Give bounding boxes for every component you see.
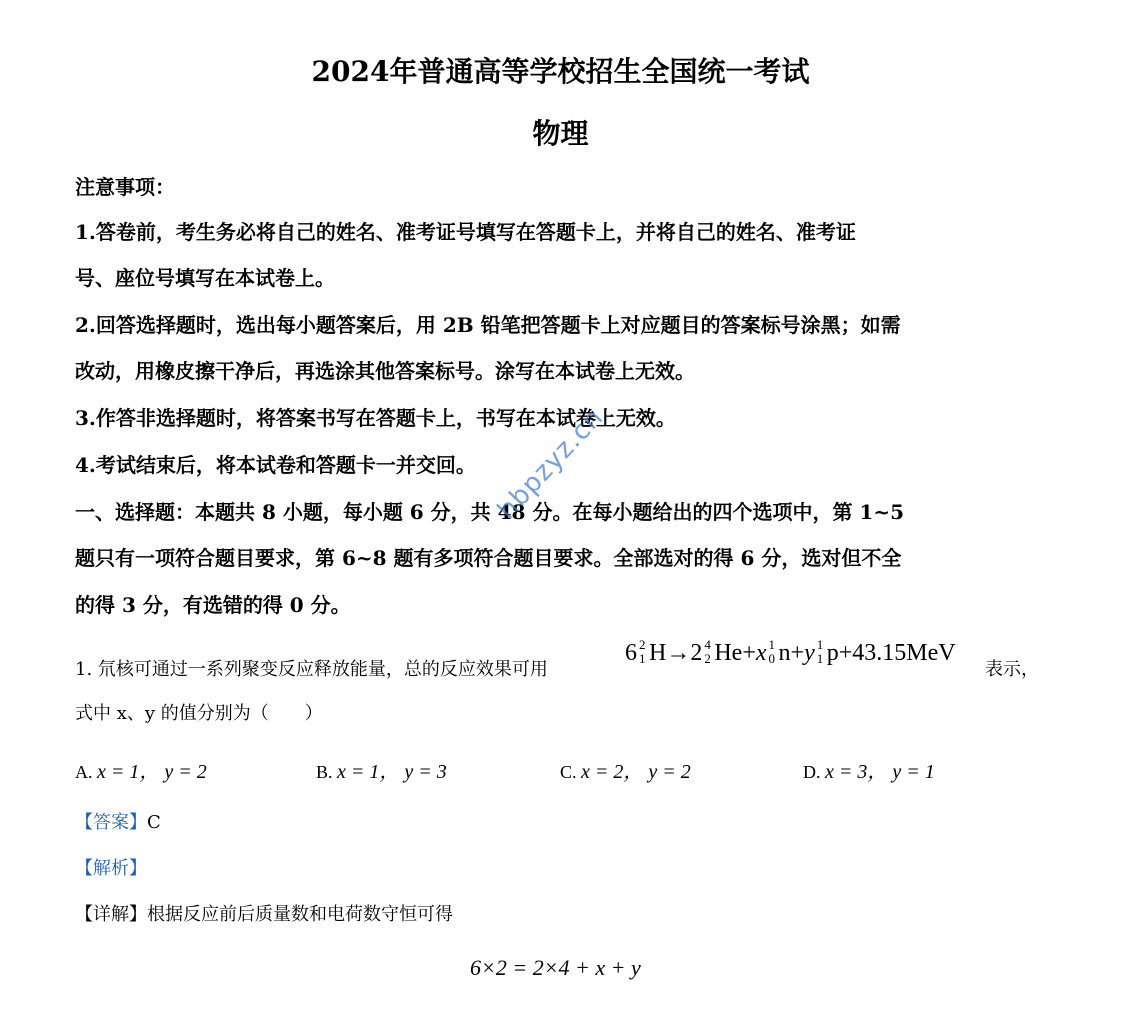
eq-p-charge: 1	[816, 651, 824, 667]
eq-he-charge: 2	[704, 651, 711, 667]
analysis-row	[75, 857, 147, 881]
eq-plus-1: +	[742, 640, 756, 666]
notice-line-4: 改动，用橡皮擦干净后，再选涂其他答案标号。涂写在本试卷上无效。	[75, 359, 695, 383]
option-d-text: x = 3， y = 1	[825, 761, 935, 783]
section-intro-line-1: 一、选择题：本题共 8 小题，每小题 6 分，共 48 分。在每小题给出的四个选项中，第 1~5	[75, 500, 904, 524]
option-a-label: A.	[75, 762, 93, 782]
answer-row	[75, 811, 161, 835]
answer-value: C	[147, 812, 161, 833]
detail-equation: 6×2 = 2×4 + x + y	[470, 955, 641, 980]
exam-title: 2024年普通高等学校招生全国统一考试	[311, 55, 810, 88]
eq-coef: 6	[625, 640, 637, 666]
watermark: hbpzyz.cn	[492, 402, 610, 526]
eq-h: H	[649, 640, 667, 666]
detail-text: 根据反应前后质量数和电荷数守恒可得	[147, 904, 453, 925]
option-b	[316, 755, 447, 784]
notice-heading: 注意事项：	[75, 175, 175, 199]
option-a	[75, 755, 207, 784]
question1-stem-after: 表示，	[985, 659, 1039, 680]
exam-subject: 物理	[532, 117, 589, 150]
eq-h-charge: 1	[639, 651, 646, 667]
option-a-text: x = 1， y = 2	[97, 761, 207, 783]
option-b-label: B.	[316, 762, 333, 782]
question1-stem-line2: 式中 x、y 的值分别为（ ）	[75, 703, 323, 724]
notice-line-1: 1.答卷前，考生务必将自己的姓名、准考证号填写在答题卡上，并将自己的姓名、准考证	[75, 220, 856, 244]
eq-energy: +43.15MeV	[838, 640, 956, 666]
eq-n: n	[778, 640, 791, 666]
option-d	[803, 755, 935, 784]
question1-stem-before: 1. 氘核可通过一系列聚变反应释放能量，总的反应效果可用	[75, 659, 548, 680]
option-d-label: D.	[803, 762, 821, 782]
eq-he-mass: 4	[704, 637, 711, 653]
eq-arrow: →	[666, 640, 691, 666]
eq-x: x	[755, 640, 767, 666]
detail-row	[75, 903, 453, 927]
option-c-text: x = 2， y = 2	[581, 761, 691, 783]
eq-plus-2: +	[790, 640, 805, 666]
eq-n-mass: 1	[768, 637, 776, 653]
notice-line-2: 号、座位号填写在本试卷上。	[75, 266, 335, 290]
eq-he: He	[714, 640, 743, 666]
option-c	[560, 755, 691, 784]
eq-he-coef: 2	[690, 640, 703, 666]
answer-tag: 【答案】	[75, 812, 147, 833]
section-intro-line-3: 的得 3 分，有选错的得 0 分。	[75, 593, 351, 617]
option-b-text: x = 1， y = 3	[337, 761, 447, 783]
eq-h-mass: 2	[639, 637, 646, 653]
notice-line-6: 4.考试结束后，将本试卷和答题卡一并交回。	[75, 453, 476, 477]
option-c-label: C.	[560, 762, 577, 782]
question1-equation	[625, 637, 956, 667]
notice-line-5: 3.作答非选择题时，将答案书写在答题卡上，书写在本试卷上无效。	[75, 406, 676, 430]
eq-p: p	[826, 640, 839, 666]
eq-n-charge: 0	[768, 651, 776, 667]
section-intro-line-2: 题只有一项符合题目要求，第 6~8 题有多项符合题目要求。全部选对的得 6 分，选对但不全	[75, 546, 902, 570]
eq-y: y	[804, 640, 815, 666]
analysis-tag: 【解析】	[75, 858, 147, 879]
notice-line-3: 2.回答选择题时，选出每小题答案后，用 2B 铅笔把答题卡上对应题目的答案标号涂黑；如需	[75, 313, 901, 337]
detail-tag: 【详解】	[75, 904, 147, 925]
eq-p-mass: 1	[816, 637, 824, 653]
